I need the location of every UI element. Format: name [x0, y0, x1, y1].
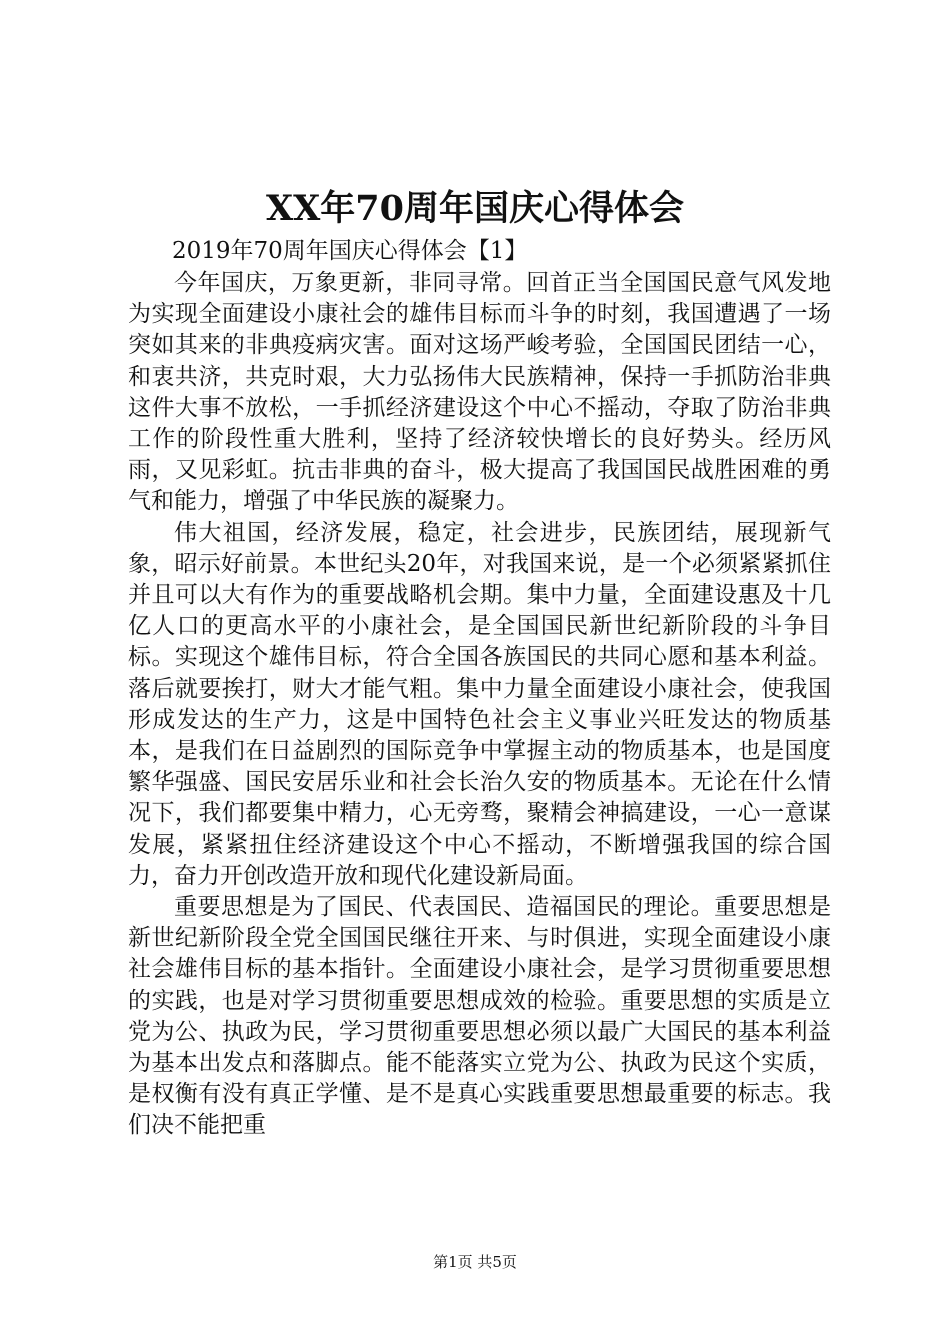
page-footer: 第1页 共5页: [433, 1253, 517, 1271]
document-title: XX年70周年国庆心得体会: [265, 188, 685, 229]
paragraph-3: 重要思想是为了国民、代表国民、造福国民的理论。重要思想是新世纪新阶段全党全国国民继往开来、与时俱进，实现全面建设小康社会雄伟目标的基本指针。全面建设小康社会，是学习贯彻重要思想的实践，也是对学习贯彻重要思想成效的检验。重要思想的实质是立党为公、执政为民，学习贯彻重要思想必须以最广大国民的基本利益为基本出发点和落脚点。能不能落实立党为公、执政为民这个实质，是权衡有没有真正学懂、是不是真心实践重要思想最重要的标志。我们决不能把重: [128, 894, 831, 1139]
paragraph-2: 伟大祖国，经济发展，稳定，社会进步，民族团结，展现新气象，昭示好前景。本世纪头20年，对我国来说，是一个必须紧紧抓住并且可以大有作为的重要战略机会期。集中力量，全面建设惠及十几亿人口的更高水平的小康社会，是全国国民新世纪新阶段的斗争目标。实现这个雄伟目标，符合全国各族国民的共同心愿和基本利益。落后就要挨打，财大才能气粗。集中力量全面建设小康社会，使我国形成发达的生产力，这是中国特色社会主义事业兴旺发达的物质基本，是我们在日益剧烈的国际竞争中掌握主动的物质基本，也是国度繁华强盛、国民安居乐业和社会长治久安的物质基本。无论在什么情况下，我们都要集中精力，心无旁骛，聚精会神搞建设，一心一意谋发展，紧紧扭住经济建设这个中心不摇动，不断增强我国的综合国力，奋力开创改造开放和现代化建设新局面。: [128, 519, 831, 889]
document-body: [128, 268, 831, 1188]
paragraph-1: 今年国庆，万象更新，非同寻常。回首正当全国国民意气风发地为实现全面建设小康社会的雄伟目标而斗争的时刻，我国遭遇了一场突如其来的非典疫病灾害。面对这场严峻考验，全国国民团结一心，和衷共济，共克时艰，大力弘扬伟大民族精神，保持一手抓防治非典这件大事不放松，一手抓经济建设这个中心不摇动，夺取了防治非典工作的阶段性重大胜利，坚持了经济较快增长的良好势头。经历风雨，又见彩虹。抗击非典的奋斗，极大提高了我国国民战胜困难的勇气和能力，增强了中华民族的凝聚力。: [128, 270, 831, 515]
document-subtitle: 2019年70周年国庆心得体会【1】: [172, 238, 528, 264]
